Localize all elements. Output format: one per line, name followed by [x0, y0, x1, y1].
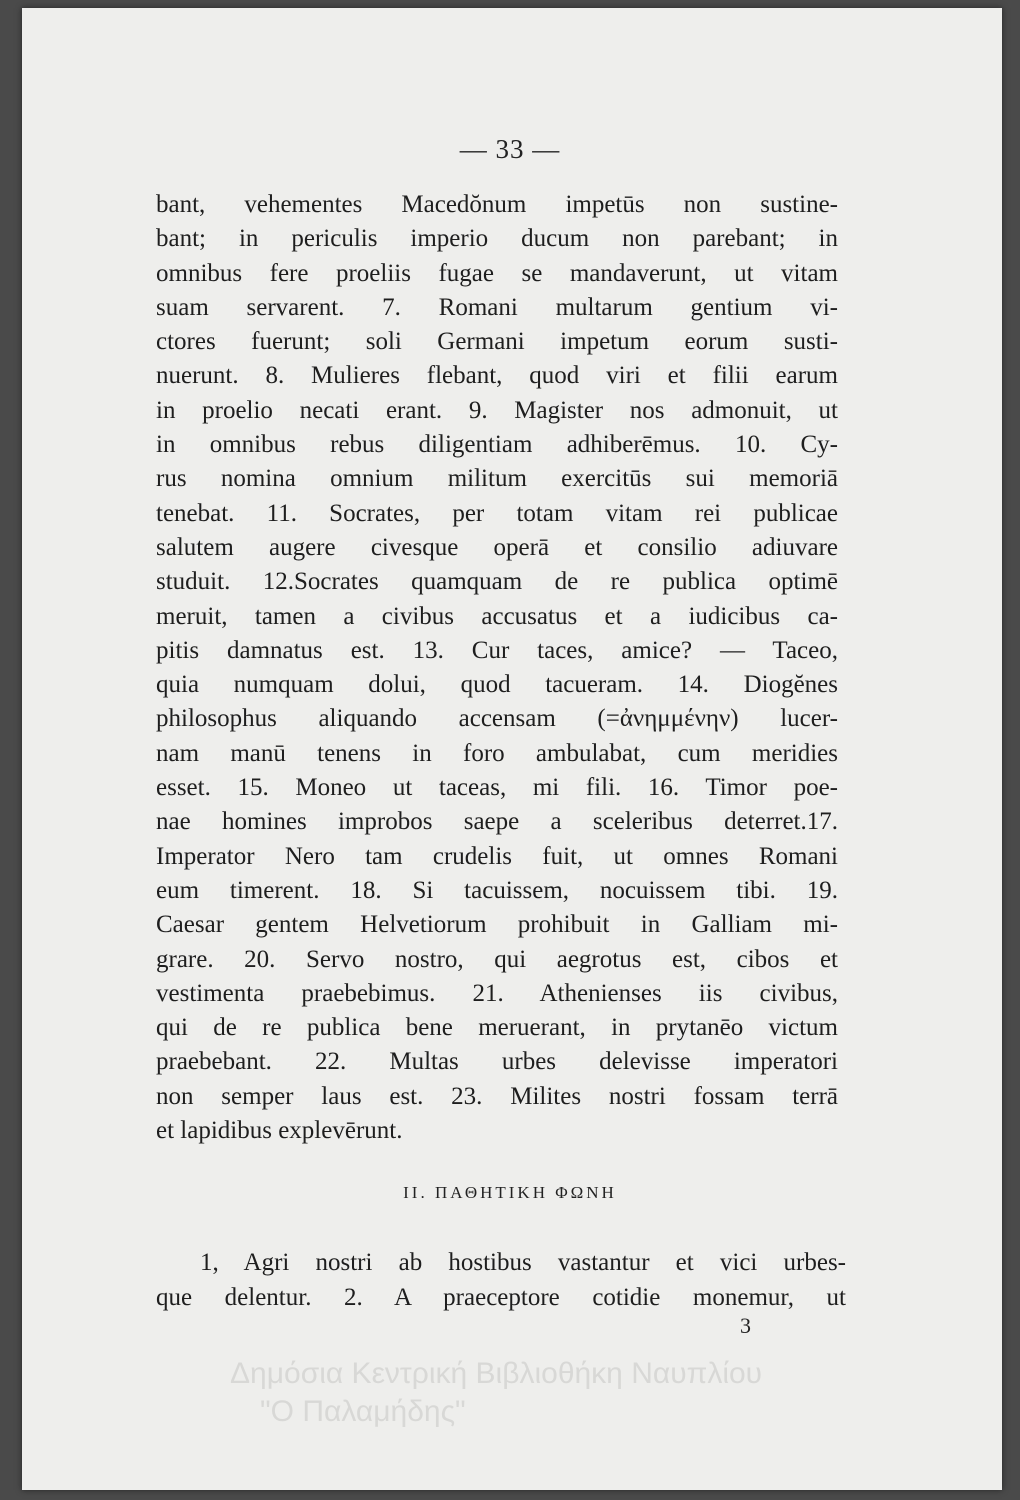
- text-line: quia numquam dolui, quod tacueram. 14. Diogĕnes: [156, 671, 838, 699]
- text-line: studuit. 12.Socrates quamquam de re publica optimē: [156, 568, 838, 596]
- text-line: omnibus fere proeliis fugae se mandaverunt, ut vitam: [156, 259, 838, 287]
- text-line: et lapidibus explevērunt.: [156, 1117, 403, 1145]
- text-line: eum timerent. 18. Si tacuissem, nocuissem tibi. 19.: [156, 876, 838, 904]
- text-line: esset. 15. Moneo ut taceas, mi fili. 16. Timor poe-: [156, 774, 838, 802]
- text-line: Caesar gentem Helvetiorum prohibuit in Galliam mi-: [156, 911, 838, 939]
- passive-voice-exercise: [156, 1245, 846, 1315]
- text-line: pitis damnatus est. 13. Cur taces, amice? — Taceo,: [156, 636, 838, 664]
- text-line: 1, Agri nostri ab hostibus vastantur et vici urbes-: [200, 1249, 846, 1276]
- text-line: in omnibus rebus diligentiam adhiberēmus. 10. Cy-: [156, 431, 838, 459]
- text-line: nae homines improbos saepe a sceleribus deterret.17.: [156, 808, 838, 836]
- page-number: — 33 —: [459, 134, 561, 164]
- text-line: rus nomina omnium militum exercitūs sui memoriā: [156, 465, 838, 493]
- text-line: nam manū tenens in foro ambulabat, cum meridies: [156, 739, 838, 767]
- watermark-line: Δημόσια Κεντρική Βιβλιοθήκη Ναυπλίου: [230, 1357, 763, 1390]
- text-line: que delentur. 2. A praeceptore cotidie monemur, ut: [156, 1284, 846, 1311]
- text-line: suam servarent. 7. Romani multarum gentium vi-: [156, 293, 838, 321]
- text-line: philosophus aliquando accensam (=ἀνημμένην) lucer-: [156, 705, 838, 733]
- text-line: nuerunt. 8. Mulieres flebant, quod viri et filii earum: [156, 362, 838, 390]
- text-line: bant, vehementes Macedŏnum impetūs non sustine-: [156, 191, 838, 218]
- text-line: vestimenta praebebimus. 21. Athenienses iis civibus,: [156, 979, 838, 1007]
- text-line: Imperator Nero tam crudelis fuit, ut omnes Romani: [156, 842, 838, 870]
- section-heading: II. ΠΑΘΗΤΙΚΗ ΦΩΝΗ: [403, 1183, 617, 1202]
- latin-exercise-paragraph: [156, 188, 838, 1148]
- text-line: in proelio necati erant. 9. Magister nos admonuit, ut: [156, 396, 838, 424]
- text-line: ctores fuerunt; soli Germani impetum eorum susti-: [156, 328, 838, 356]
- watermark-line: "Ο Παλαμήδης": [260, 1395, 466, 1428]
- text-line: bant; in periculis imperio ducum non parebant; in: [156, 225, 838, 253]
- text-line: meruit, tamen a civibus accusatus et a iudicibus ca-: [156, 602, 838, 630]
- text-line: tenebat. 11. Socrates, per totam vitam rei publicae: [156, 499, 838, 527]
- library-watermark: [230, 1355, 990, 1431]
- text-line: praebebant. 22. Multas urbes delevisse imperatori: [156, 1048, 838, 1076]
- text-line: non semper laus est. 23. Milites nostri fossam terrā: [156, 1082, 838, 1110]
- text-line: grare. 20. Servo nostro, qui aegrotus est, cibos et: [156, 945, 838, 973]
- signature-mark: 3: [740, 1313, 751, 1338]
- text-line: salutem augere civesque operā et consilio adiuvare: [156, 533, 838, 561]
- text-line: qui de re publica bene meruerant, in prytanēo victum: [156, 1014, 838, 1042]
